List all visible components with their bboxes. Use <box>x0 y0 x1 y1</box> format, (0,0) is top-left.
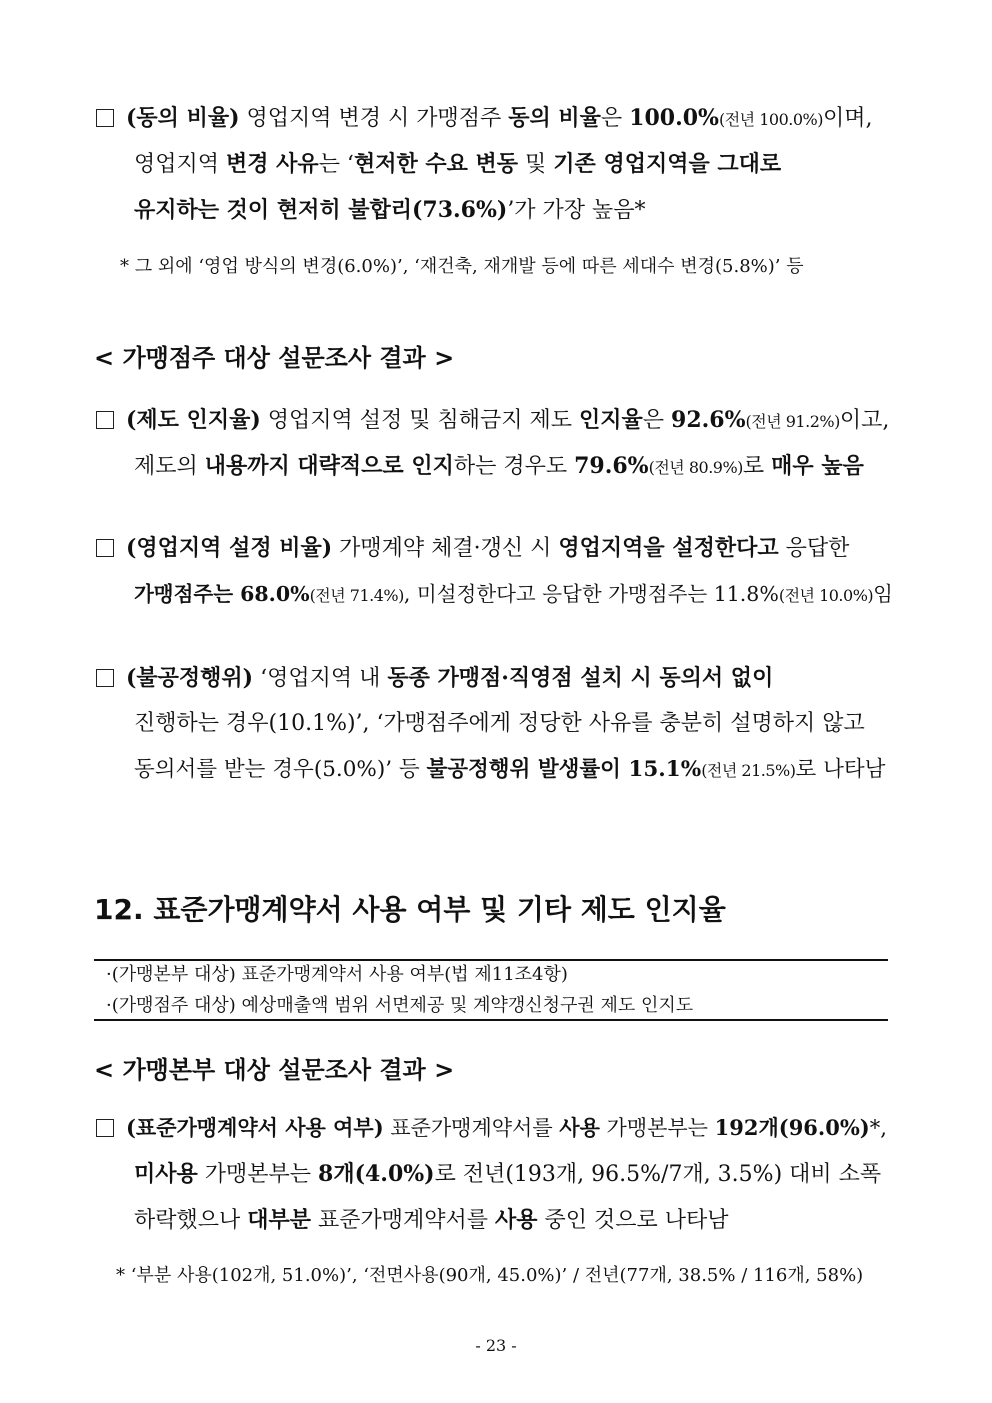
text-run: (불공정행위) <box>126 665 254 691</box>
page-number: - 23 - <box>475 1336 517 1355</box>
text-run: 내용까지 대략적으로 인지 <box>204 453 454 479</box>
text-run: ‘영업지역 내 <box>253 666 388 691</box>
line <box>134 454 864 479</box>
text-run: 은 <box>600 106 630 131</box>
text-run: (전년 91.2%) <box>745 412 840 431</box>
text-run: 동의 비율 <box>508 105 601 131</box>
text-run: 인지율 <box>579 407 643 433</box>
text-run: 사용 <box>495 1207 538 1233</box>
line <box>134 1162 881 1187</box>
checkbox-bullet-icon <box>96 411 114 429</box>
text-run: (제도 인지율) <box>126 407 261 433</box>
text-run: 동종 가맹점·직영점 설치 시 동의서 없이 <box>387 665 774 691</box>
text-run: 진행하는 경우(10.1%)’, ‘가맹점주에게 정당한 사유를 충분히 설명하지 않고 <box>134 711 865 736</box>
text-run: 영업지역 설정 및 침해금지 제도 <box>260 408 579 433</box>
text-run: 하는 경우도 <box>453 454 575 479</box>
text-run: 사용 <box>559 1115 600 1140</box>
text-run: 표준가맹계약서를 <box>311 1208 496 1233</box>
text-run: 로 전년(193개, 96.5%/7개, 3.5%) 대비 소폭 <box>434 1162 882 1187</box>
text-run: 매우 높음 <box>771 453 864 479</box>
text-run: 유지하는 것이 현저히 불합리(73.6%) <box>134 197 508 223</box>
footnote: * ‘부분 사용(102개, 51.0%)’, ‘전면사용(90개, 45.0%)’ / 전년(77개, 38.5% / 116개, 58%) <box>116 1265 864 1286</box>
line <box>134 711 865 736</box>
footnote: * 그 외에 ‘영업 방식의 변경(6.0%)’, ‘재건축, 재개발 등에 따른 세대수 변경(5.8%)’ 등 <box>120 256 804 277</box>
text-run: *, <box>869 1116 887 1140</box>
text-run: (전년 80.9%) <box>648 458 743 477</box>
text-run: (전년 21.5%) <box>701 761 796 780</box>
text-run: ’가 가장 높음* <box>507 198 646 223</box>
text-run: (전년 100.0%) <box>718 110 823 129</box>
checkbox-bullet-icon <box>96 539 114 557</box>
scope-item: ·(가맹본부 대상) 표준가맹계약서 사용 여부(법 제11조4항) <box>106 964 568 985</box>
text-run: 로 나타남 <box>795 757 886 782</box>
text-run: 및 <box>518 152 554 177</box>
line <box>134 757 885 782</box>
text-run: 100.0% <box>629 105 719 131</box>
checkbox-bullet-icon <box>96 109 114 127</box>
text-run: 표준가맹계약서를 <box>383 1116 560 1140</box>
text-run: 영업지역 <box>134 152 227 177</box>
survey-heading-franchisor: < 가맹본부 대상 설문조사 결과 > <box>94 1056 455 1084</box>
text-run: 로 <box>742 454 772 479</box>
divider-bottom <box>94 1019 888 1021</box>
text-run: 192개(96.0%) <box>714 1115 870 1140</box>
paragraph-awareness <box>96 397 896 489</box>
text-run: (전년 10.0%) <box>778 586 874 605</box>
line <box>126 408 889 433</box>
scope-item: ·(가맹점주 대상) 예상매출액 범위 서면제공 및 계약갱신청구권 제도 인지도 <box>106 995 694 1016</box>
line <box>134 582 893 606</box>
text-run: 가맹계약 체결·갱신 시 <box>332 536 559 561</box>
text-run: 대부분 <box>247 1207 312 1233</box>
paragraph-unfair-practice <box>96 655 896 793</box>
text-run: 동의서를 받는 경우(5.0%)’ 등 <box>134 757 427 782</box>
checkbox-bullet-icon <box>96 669 114 687</box>
text-run: (영업지역 설정 비율) <box>126 535 333 561</box>
text-run: 가맹점주는 68.0% <box>134 582 310 606</box>
text-run: , 미설정한다고 응답한 가맹점주는 11.8% <box>403 582 779 606</box>
text-run: (동의 비율) <box>126 105 240 131</box>
text-run: 는 ‘ <box>318 152 354 177</box>
section-title: 12. 표준가맹계약서 사용 여부 및 기타 제도 인지율 <box>94 893 726 926</box>
text-run: 가맹본부는 <box>197 1162 319 1187</box>
text-run: 영업지역 변경 시 가맹점주 <box>239 106 509 131</box>
text-run: 하락했으나 <box>134 1208 248 1233</box>
text-run: 중인 것으로 나타남 <box>537 1208 729 1233</box>
text-run: (표준가맹계약서 사용 여부) <box>126 1115 384 1140</box>
line <box>126 106 872 131</box>
text-run: 79.6% <box>574 453 649 479</box>
text-run: 임 <box>873 582 893 606</box>
text-run: 변경 사유 <box>226 151 319 177</box>
text-run: 은 <box>642 408 672 433</box>
line <box>126 666 773 691</box>
text-run: 영업지역을 설정한다고 <box>558 535 779 561</box>
line <box>126 536 849 561</box>
line <box>126 1116 887 1140</box>
line <box>134 152 781 177</box>
text-run: 이며, <box>822 106 873 131</box>
text-run: 92.6% <box>671 407 746 433</box>
text-run: 미사용 <box>134 1161 198 1187</box>
text-run: 이고, <box>839 408 890 433</box>
paragraph-consent-ratio <box>96 95 896 233</box>
text-run: 현저한 수요 변동 <box>353 151 519 177</box>
text-run: 불공정행위 발생률이 15.1% <box>426 757 702 782</box>
text-run: 제도의 <box>134 454 205 479</box>
paragraph-standard-contract <box>96 1105 896 1243</box>
line <box>134 198 646 223</box>
text-run: 기존 영업지역을 그대로 <box>553 151 782 177</box>
paragraph-territory-setting <box>96 525 896 617</box>
line <box>134 1208 729 1233</box>
text-run: 가맹본부는 <box>599 1116 715 1140</box>
checkbox-bullet-icon <box>96 1119 114 1137</box>
text-run: 8개(4.0%) <box>318 1161 435 1187</box>
survey-heading-franchisee: < 가맹점주 대상 설문조사 결과 > <box>94 344 455 372</box>
text-run: (전년 71.4%) <box>309 586 404 605</box>
text-run: 응답한 <box>778 536 850 561</box>
